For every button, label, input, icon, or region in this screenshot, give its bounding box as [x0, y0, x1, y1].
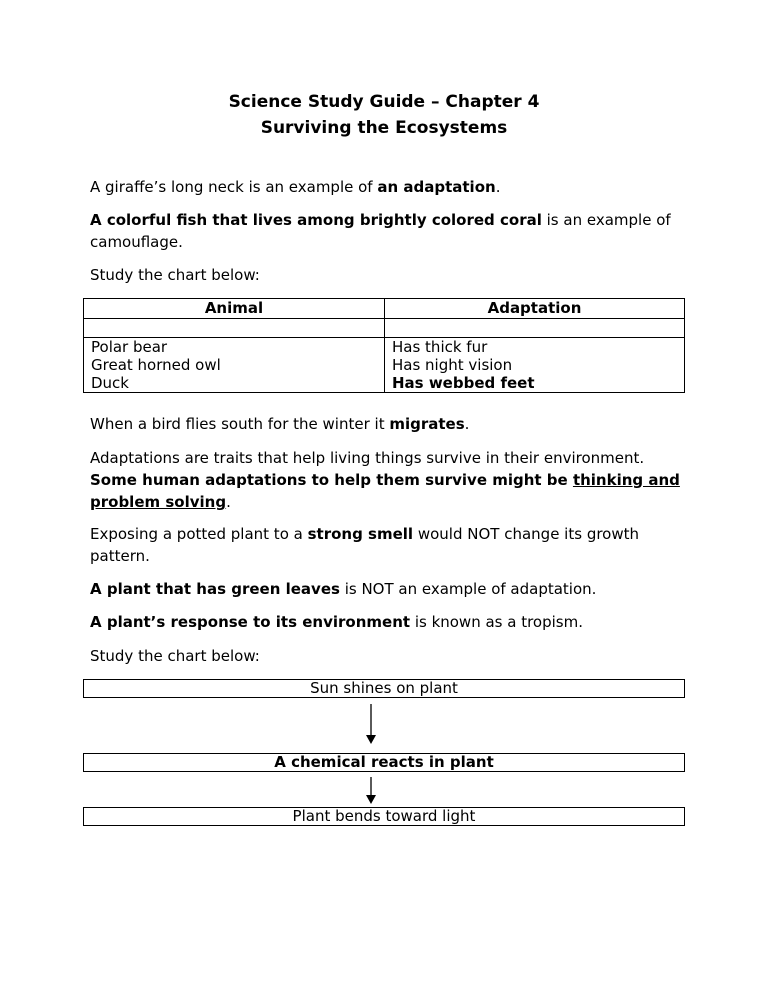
- statement-answer: an adaptation: [377, 178, 496, 196]
- statement-text: is known as a tropism.: [410, 613, 583, 631]
- animal-column-cells: [84, 338, 385, 393]
- adaptation-table: [83, 298, 685, 393]
- statement-migration: [90, 413, 690, 435]
- statement-text: .: [226, 493, 231, 511]
- page-title: Science Study Guide – Chapter 4: [228, 92, 540, 112]
- statement-text: is an example of camouflage.: [90, 211, 671, 251]
- table-row-group: [84, 338, 685, 393]
- statement-answer: A plant that has green leaves: [90, 580, 340, 598]
- statement-answer-underlined: thinking and problem solving: [90, 471, 680, 511]
- statement-tropism: [90, 611, 690, 633]
- arrow-down-icon: [361, 700, 381, 748]
- page-subtitle: Surviving the Ecosystems: [260, 118, 508, 138]
- statement-fish: [90, 209, 690, 253]
- table-header-adaptation: Adaptation: [385, 299, 685, 319]
- statement-answer: migrates: [389, 415, 465, 433]
- table-cell-empty: [84, 319, 385, 338]
- statement-green-leaves: [90, 578, 690, 600]
- adaptation-column-cells: [385, 338, 685, 393]
- table-cell-adaptation: Has webbed feet: [392, 374, 535, 392]
- table-cell-empty: [385, 319, 685, 338]
- statement-text: .: [464, 415, 470, 433]
- statement-text: When a bird flies south for the winter it: [90, 415, 390, 433]
- statement-text: Adaptations are traits that help living things survive in their environment.: [90, 449, 645, 467]
- table-blank-row: [84, 319, 685, 338]
- statement-text: A giraffe’s long neck is an example of: [90, 178, 378, 196]
- arrow-down-icon: [361, 774, 381, 806]
- table-cell-adaptation: Has night vision: [392, 356, 513, 374]
- flow-step-2: A chemical reacts in plant: [83, 753, 685, 772]
- flow-step-1: Sun shines on plant: [83, 679, 685, 698]
- study-chart-prompt-1: Study the chart below:: [90, 266, 260, 284]
- statement-text: Exposing a potted plant to a: [90, 525, 308, 543]
- statement-giraffe: [90, 176, 690, 198]
- table-header-animal: Animal: [84, 299, 385, 319]
- statement-plant-smell: [90, 523, 690, 567]
- table-cell-animal: Polar bear: [91, 338, 168, 356]
- table-cell-animal: Duck: [91, 374, 129, 392]
- statement-text: is NOT an example of adaptation.: [339, 580, 597, 598]
- table-cell-adaptation: Has thick fur: [392, 338, 488, 356]
- statement-answer: strong smell: [307, 525, 414, 543]
- flow-step-3: Plant bends toward light: [83, 807, 685, 826]
- statement-answer: A plant’s response to its environment: [90, 613, 411, 631]
- study-chart-prompt-2: Study the chart below:: [90, 647, 260, 665]
- statement-text: .: [495, 178, 501, 196]
- statement-text: would NOT change its growth pattern.: [90, 525, 640, 565]
- table-cell-animal: Great horned owl: [91, 356, 221, 374]
- statement-answer: Some human adaptations to help them survive might be: [90, 471, 573, 489]
- statement-answer: A colorful fish that lives among brightly colored coral: [90, 211, 542, 229]
- statement-adaptations: [90, 447, 690, 513]
